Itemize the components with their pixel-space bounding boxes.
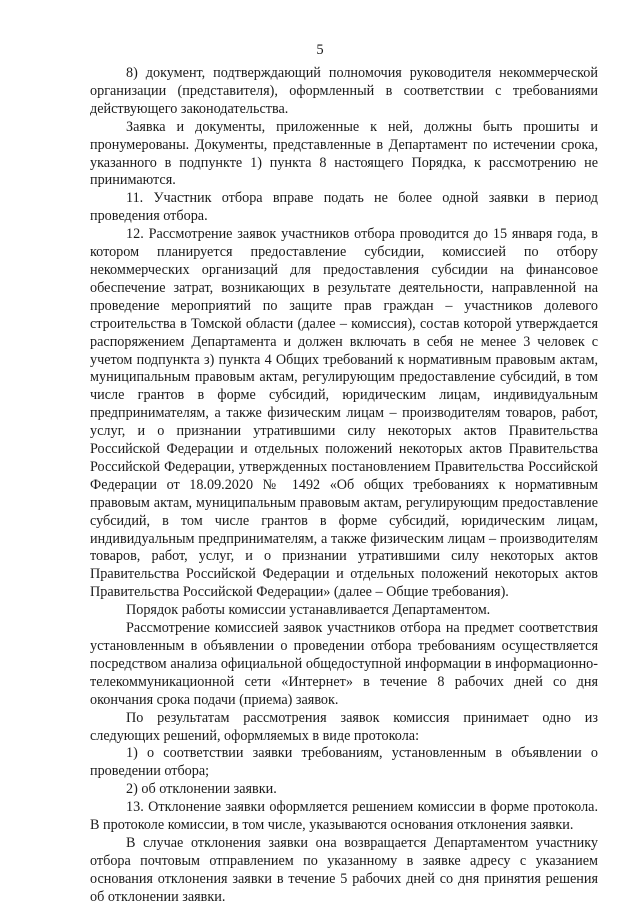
page-number: 5 (316, 42, 324, 58)
paragraph-rejection-return: В случае отклонения заявки она возвращается Департаментом участнику отбора почтовым отправлением по указанному в заявке адресу с указанием основания отклонения заявки в течение 5 рабочих дней со дня принятия решения об отклонении заявки. (90, 834, 598, 905)
list-item-decision-2: 2) об отклонении заявки. (126, 781, 277, 798)
paragraph-11: 11. Участник отбора вправе подать не более одной заявки в период проведения отбора. (90, 190, 598, 225)
paragraph-binding-requirements: Заявка и документы, приложенные к ней, должны быть прошиты и пронумерованы. Документы, представленные в Департамент по истечении срока, указанного в подпункте 1) пункта 8 настоящего Порядка, к рассмотрению не принимаются. (90, 118, 598, 189)
paragraph-commission-procedure: Порядок работы комиссии устанавливается Департаментом. (126, 602, 491, 619)
document-body (90, 65, 598, 907)
paragraph-item-8-document: 8) документ, подтверждающий полномочия руководителя некоммерческой организации (представителя), оформленный в соответствии с требованиями действующего законодательства. (90, 65, 598, 117)
paragraph-13: 13. Отклонение заявки оформляется решением комиссии в форме протокола. В протоколе комиссии, в том числе, указываются основания отклонения заявки. (90, 799, 598, 834)
paragraph-12: 12. Рассмотрение заявок участников отбора проводится до 15 января года, в котором планируется предоставление субсидии, комиссией по отбору некоммерческих организаций для предоставления субсидии на финансовое обеспечение затрат, возникающих в результате деятельности, направленной на проведение мероприятий по защите прав граждан – участников долевого строительства в Томской области (далее – комиссия), состав которой утверждается распоряжением Департамента и должен включать в себя не менее 3 человек с учетом подпункта з) пункта 4 Общих требований к нормативным правовым актам, муниципальным правовым актам, регулирующим предоставление субсидий, в том числе грантов в форме субсидий, юридическим лицам, индивидуальным предпринимателям, а также физическим лицам – производителям товаров, работ, услуг, и о признании утратившими силу некоторых актов Правительства Российской Федерации и отдельных положений некоторых актов Правительства Российской Федерации, утвержденных постановлением Правительства Российской Федерации от 18.09.2020 № 1492 «Об общих требованиях к нормативным правовым актам, муниципальным правовым актам, регулирующим предоставление субсидий, в том числе грантов в форме субсидий, юридическим лицам, индивидуальным предпринимателям, а также физическим лицам – производителям товаров, работ, услуг, и о признании утратившими силу некоторых актов Правительства Российской Федерации и отдельных положений некоторых актов Правительства Российской Федерации» (далее – Общие требования). (90, 226, 598, 601)
paragraph-decisions-intro: По результатам рассмотрения заявок комиссия принимает одно из следующих решений, оформляемых в виде протокола: (90, 709, 598, 744)
list-item-decision-1: 1) о соответствии заявки требованиям, установленным в объявлении о проведении отбора; (90, 745, 598, 780)
paragraph-review-process: Рассмотрение комиссией заявок участников отбора на предмет соответствия установленным в объявлении о проведении отбора требованиям осуществляется посредством анализа официальной общедоступной информации в информационно-телекоммуникационной сети «Интернет» в течение 8 рабочих дней со дня окончания срока подачи (приема) заявок. (90, 620, 598, 708)
